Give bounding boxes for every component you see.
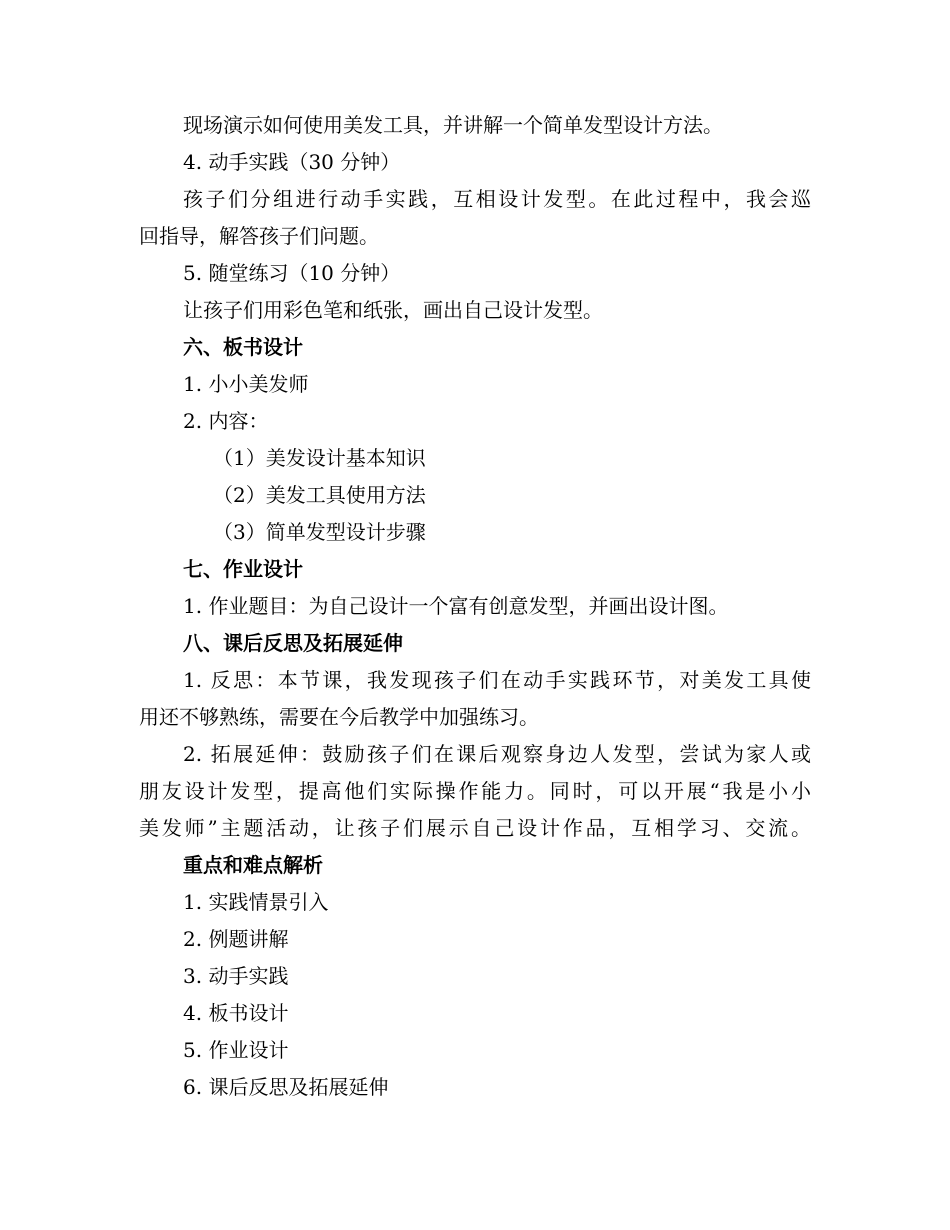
sub-list-item: （2）美发工具使用方法: [213, 483, 426, 507]
document-body: [139, 107, 811, 1106]
list-item: 6. 课后反思及拓展延伸: [183, 1075, 389, 1099]
section-heading: 重点和难点解析: [183, 853, 323, 877]
sub-list-item: （1）美发设计基本知识: [213, 446, 426, 470]
paragraph-line: 回指导，解答孩子们问题。: [139, 224, 379, 248]
list-item: 1. 反思：本节课，我发现孩子们在动手实践环节，对美发工具使: [183, 668, 811, 692]
paragraph-line: 让孩子们用彩色笔和纸张，画出自己设计发型。: [183, 298, 603, 322]
paragraph-line: 用还不够熟练，需要在今后教学中加强练习。: [139, 705, 539, 729]
list-item: 2. 内容：: [183, 409, 269, 433]
sub-list-item: （3）简单发型设计步骤: [213, 520, 426, 544]
list-item: 4. 动手实践（30 分钟）: [183, 150, 401, 174]
list-item: 3. 动手实践: [183, 964, 289, 988]
section-heading: 八、课后反思及拓展延伸: [183, 631, 403, 655]
section-heading: 六、板书设计: [183, 335, 303, 359]
paragraph-line: 美发师”主题活动，让孩子们展示自己设计作品，互相学习、交流。: [139, 816, 811, 840]
section-heading: 七、作业设计: [183, 557, 303, 581]
paragraph-line: 现场演示如何使用美发工具，并讲解一个简单发型设计方法。: [183, 113, 723, 137]
paragraph-line: 孩子们分组进行动手实践，互相设计发型。在此过程中，我会巡: [183, 187, 811, 211]
list-item: 1. 作业题目：为自己设计一个富有创意发型，并画出设计图。: [183, 594, 729, 618]
list-item: 2. 拓展延伸：鼓励孩子们在课后观察身边人发型，尝试为家人或: [183, 742, 811, 766]
list-item: 2. 例题讲解: [183, 927, 289, 951]
list-item: 4. 板书设计: [183, 1001, 289, 1025]
list-item: 1. 小小美发师: [183, 372, 309, 396]
list-item: 5. 作业设计: [183, 1038, 289, 1062]
list-item: 5. 随堂练习（10 分钟）: [183, 261, 401, 285]
paragraph-line: 朋友设计发型，提高他们实际操作能力。同时，可以开展“我是小小: [139, 779, 811, 803]
list-item: 1. 实践情景引入: [183, 890, 329, 914]
